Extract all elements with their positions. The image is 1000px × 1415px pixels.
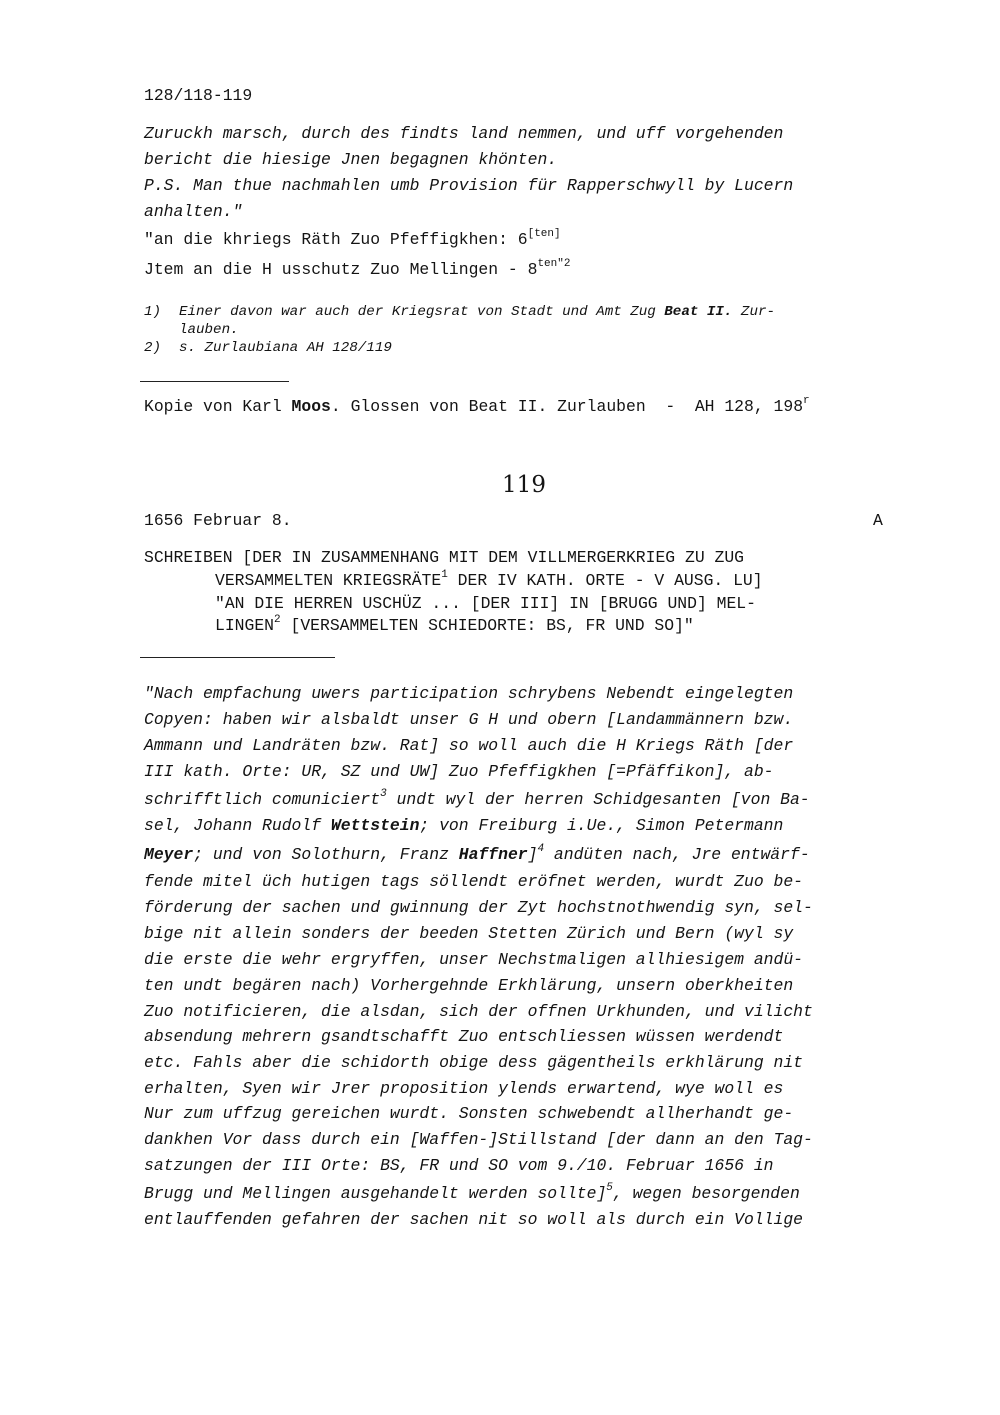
body-line-7-sup: 4 bbox=[537, 842, 545, 855]
body-line-14: absendung mehrern gsandtschafft Zuo entschliessen wüssen werdendt bbox=[144, 1027, 784, 1046]
address-line-1 bbox=[144, 227, 561, 249]
body-line-6-end: ; von Freiburg i.Ue., Simon Petermann bbox=[419, 816, 784, 835]
footnote-2-number: 2) bbox=[144, 340, 162, 356]
source-line bbox=[144, 394, 810, 416]
body-line-5-sup: 3 bbox=[380, 787, 387, 800]
body-line-16: erhalten, Syen wir Jrer proposition ylends erwartend, wye woll es bbox=[144, 1079, 784, 1098]
footnote-1-line-2: lauben. bbox=[179, 322, 239, 338]
body-line-1: "Nach empfachung uwers participation schrybens Nebendt eingelegten bbox=[144, 684, 794, 703]
address-line-2-sup: ten"2 bbox=[537, 257, 571, 270]
body-line-7 bbox=[144, 842, 810, 864]
prev-text-line-2: bericht die hiesige Jnen begagnen khönten. bbox=[144, 150, 558, 169]
title-separator-rule bbox=[140, 657, 335, 658]
title-line-3: "AN DIE HERREN USCHÜZ ... [DER III] IN [BRUGG UND] MEL- bbox=[215, 594, 756, 613]
title-line-2-end: DER IV KATH. ORTE - V AUSG. LU] bbox=[447, 571, 763, 590]
body-line-17: Nur zum uffzug gereichen wurdt. Sonsten schwebendt allherhandt ge- bbox=[144, 1104, 794, 1123]
page-reference: 128/118-119 bbox=[144, 86, 253, 105]
source-name-bold: Moos bbox=[291, 397, 331, 416]
title-line-4-end: [VERSAMMELTEN SCHIEDORTE: BS, FR UND SO]" bbox=[280, 616, 694, 635]
body-line-8: fende mitel üch hutigen tags söllendt eröfnet werden, wurdt Zuo be- bbox=[144, 872, 804, 891]
footnote-1-text-end: Zur- bbox=[732, 304, 775, 320]
body-line-10: bige nit allein sonders der beeden Stetten Zürich und Bern (wyl sy bbox=[144, 924, 794, 943]
footnote-1-bold-name: Beat II. bbox=[664, 304, 733, 320]
body-line-2: Copyen: haben wir alsbaldt unser G H und obern [Landammännern bzw. bbox=[144, 710, 794, 729]
body-line-7-bracket: ] bbox=[527, 845, 538, 864]
body-line-5 bbox=[144, 787, 810, 809]
document-number: 119 bbox=[502, 472, 546, 498]
body-line-15: etc. Fahls aber die schidorth obige dess gägentheils erkhlärung nit bbox=[144, 1053, 804, 1072]
body-line-7-end: andüten nach, Jre entwärf- bbox=[544, 845, 810, 864]
source-text-start: Kopie von Karl bbox=[144, 397, 292, 416]
body-line-7-bold-name-2: Haffner bbox=[458, 845, 528, 864]
body-line-7-middle: ; und von Solothurn, Franz bbox=[193, 845, 459, 864]
title-line-4-start: LINGEN bbox=[215, 616, 275, 635]
footnote-1-line-1 bbox=[179, 304, 775, 320]
body-line-6-start: sel, Johann Rudolf bbox=[144, 816, 331, 835]
body-line-20-sup: 5 bbox=[606, 1181, 613, 1194]
prev-text-line-1: Zuruckh marsch, durch des findts land nemmen, und uff vorgehenden bbox=[144, 124, 784, 143]
body-line-13: Zuo notificieren, die alsdan, sich der offnen Urkhunden, und vilicht bbox=[144, 1002, 813, 1021]
body-line-5-end: undt wyl der herren Schidgesanten [von Ba- bbox=[386, 790, 810, 809]
body-line-11: die erste die wehr ergryffen, unser Nechstmaligen allhiesigem andü- bbox=[144, 950, 804, 969]
body-line-21: entlauffenden gefahren der sachen nit so woll als durch ein Vollige bbox=[144, 1210, 804, 1229]
footnote-1-text: Einer davon war auch der Kriegsrat von Stadt und Amt Zug bbox=[179, 304, 665, 320]
body-line-6-bold-name: Wettstein bbox=[330, 816, 420, 835]
document-date: 1656 Februar 8. bbox=[144, 511, 292, 530]
source-folio-sup: r bbox=[803, 394, 810, 407]
title-line-1: SCHREIBEN [DER IN ZUSAMMENHANG MIT DEM VILLMERGERKRIEG ZU ZUG bbox=[144, 548, 744, 567]
body-line-18: dankhen Vor dass durch ein [Waffen-]Stillstand [der dann an den Tag- bbox=[144, 1130, 813, 1149]
address-line-2-text: Jtem an die H usschutz Zuo Mellingen - 8 bbox=[144, 260, 538, 279]
document-marker: A bbox=[873, 511, 883, 530]
address-line-1-text: "an die khriegs Räth Zuo Pfeffigkhen: 6 bbox=[144, 230, 528, 249]
body-line-6 bbox=[144, 816, 783, 835]
body-line-7-bold-name-1: Meyer bbox=[144, 845, 194, 864]
footnote-1-number: 1) bbox=[144, 304, 162, 320]
body-line-19: satzungen der III Orte: BS, FR und SO vom 9./10. Februar 1656 in bbox=[144, 1156, 774, 1175]
address-line-1-sup: [ten] bbox=[527, 227, 561, 240]
body-line-4: III kath. Orte: UR, SZ und UW] Zuo Pfeffigkhen [=Pfäffikon], ab- bbox=[144, 762, 774, 781]
source-text-end: . Glossen von Beat II. Zurlauben - AH 128, 198 bbox=[330, 397, 804, 416]
body-line-20-end: , wegen besorgenden bbox=[612, 1184, 800, 1203]
body-line-20-start: Brugg und Mellingen ausgehandelt werden sollte] bbox=[144, 1184, 607, 1203]
title-line-2 bbox=[215, 568, 763, 590]
title-line-4 bbox=[215, 613, 694, 635]
footnote-2-text: s. Zurlaubiana AH 128/119 bbox=[179, 340, 392, 356]
prev-text-line-3: P.S. Man thue nachmahlen umb Provision für Rapperschwyll by Lucern bbox=[144, 176, 794, 195]
body-line-20 bbox=[144, 1181, 800, 1203]
prev-text-line-4: anhalten." bbox=[144, 202, 243, 221]
body-line-12: ten undt begären nach) Vorhergehnde Erkhlärung, unsern oberkheiten bbox=[144, 976, 794, 995]
body-line-3: Ammann und Landräten bzw. Rat] so woll auch die H Kriegs Räth [der bbox=[144, 736, 794, 755]
title-line-4-sup: 2 bbox=[274, 613, 281, 626]
title-line-2-sup: 1 bbox=[441, 568, 448, 581]
body-line-5-start: schrifftlich comuniciert bbox=[144, 790, 381, 809]
title-line-2-start: VERSAMMELTEN KRIEGSRÄTE bbox=[215, 571, 442, 590]
footnote-separator-rule bbox=[140, 381, 289, 382]
body-line-9: förderung der sachen und gwinnung der Zyt hochstnothwendig syn, sel- bbox=[144, 898, 813, 917]
address-line-2 bbox=[144, 257, 571, 279]
